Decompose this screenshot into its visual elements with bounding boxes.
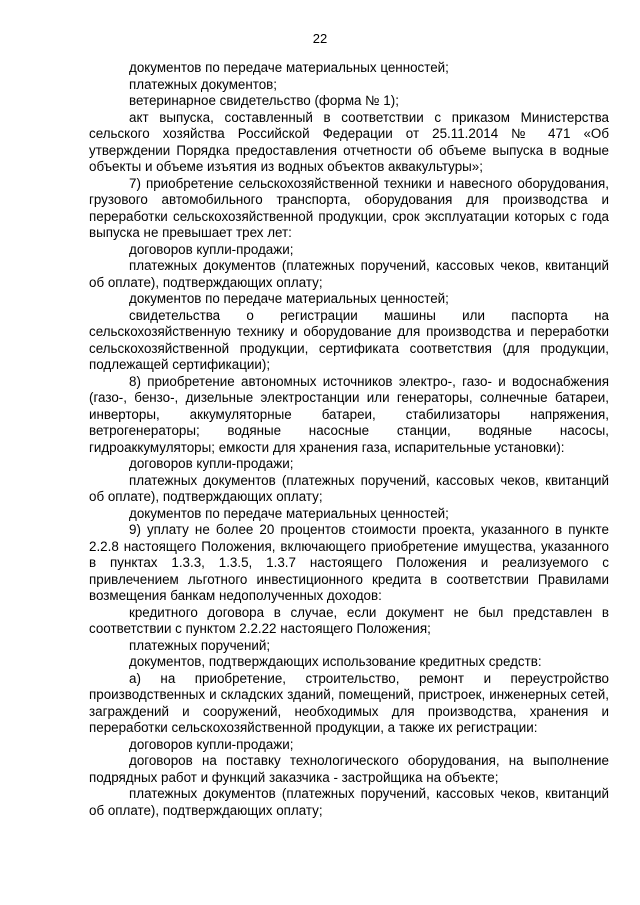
paragraph: платежных документов (платежных поручений, кассовых чеков, квитанций об оплате), подтверждающих оплату; [89,258,609,290]
document-body [89,60,609,819]
paragraph: платежных документов (платежных поручений, кассовых чеков, квитанций об оплате), подтверждающих оплату; [89,472,609,504]
paragraph: ветеринарное свидетельство (форма № 1); [129,93,399,108]
paragraph: документов, подтверждающих использование кредитных средств: [129,654,542,669]
paragraph: 8) приобретение автономных источников электро-, газо- и водоснабжения (газо-, бензо-, дизельные электростанции или генераторы, солнечные батареи, инверторы, аккумуляторные батареи, стабилизаторы напряжения, ветрогенераторы; водяные насосные станции, водяные насосы, гидроаккумуляторы; емкости для хранения газа, испарительные установки): [89,373,609,455]
paragraph: акт выпуска, составленный в соответствии с приказом Министерства сельского хозяйства Российской Федерации от 25.11.2014 № 471 «Об утверждении Порядка предоставления отчетности об объеме выпуска в водные объекты и объеме изъятия из водных объектов аквакультуры»; [89,109,609,174]
paragraph: кредитного договора в случае, если документ не был представлен в соответствии с пунктом 2.2.22 настоящего Положения; [89,604,609,636]
paragraph: договоров на поставку технологического оборудования, на выполнение подрядных работ и функций заказчика - застройщика на объекте; [89,753,609,785]
paragraph: договоров купли-продажи; [129,241,294,257]
paragraph: договоров купли-продажи; [129,456,294,471]
paragraph: документов по передаче материальных ценностей; [129,505,449,521]
paragraph: 9) уплату не более 20 процентов стоимости проекта, указанного в пункте 2.2.8 настоящего Положения, включающего приобретение имущества, указанного в пунктах 1.3.3, 1.3.5, 1.3.7 настоящего Положения и реализуемого с привлечением льготного инвестиционного кредита в соответствии Правилами возмещения банкам недополученных доходов: [89,522,609,603]
paragraph: платежных документов; [129,76,278,92]
paragraph: документов по передаче материальных ценностей; [129,291,449,306]
paragraph: документов по передаче материальных ценностей; [129,60,449,75]
paragraph: платежных поручений; [129,637,271,653]
paragraph: платежных документов (платежных поручений, кассовых чеков, квитанций об оплате), подтверждающих оплату; [89,786,609,818]
page-number: 22 [312,31,328,46]
paragraph: а) на приобретение, строительство, ремонт и переустройство производственных и складских зданий, помещений, пристроек, инженерных сетей, заграждений и сооружений, необходимых для производства, хранения и переработки сельскохозяйственной продукции, а также их регистрации: [89,670,609,735]
paragraph: договоров купли-продажи; [129,736,294,752]
paragraph: 7) приобретение сельскохозяйственной техники и навесного оборудования, грузового автомобильного транспорта, оборудования для производства и переработки сельскохозяйственной продукции, срок эксплуатации которых с года выпуска не превышает трех лет: [89,175,609,240]
paragraph: свидетельства о регистрации машины или паспорта на сельскохозяйственную технику и оборудование для производства и переработки сельскохозяйственной продукции, сертификата соответствия (для продукции, подлежащей сертификации); [89,307,609,372]
